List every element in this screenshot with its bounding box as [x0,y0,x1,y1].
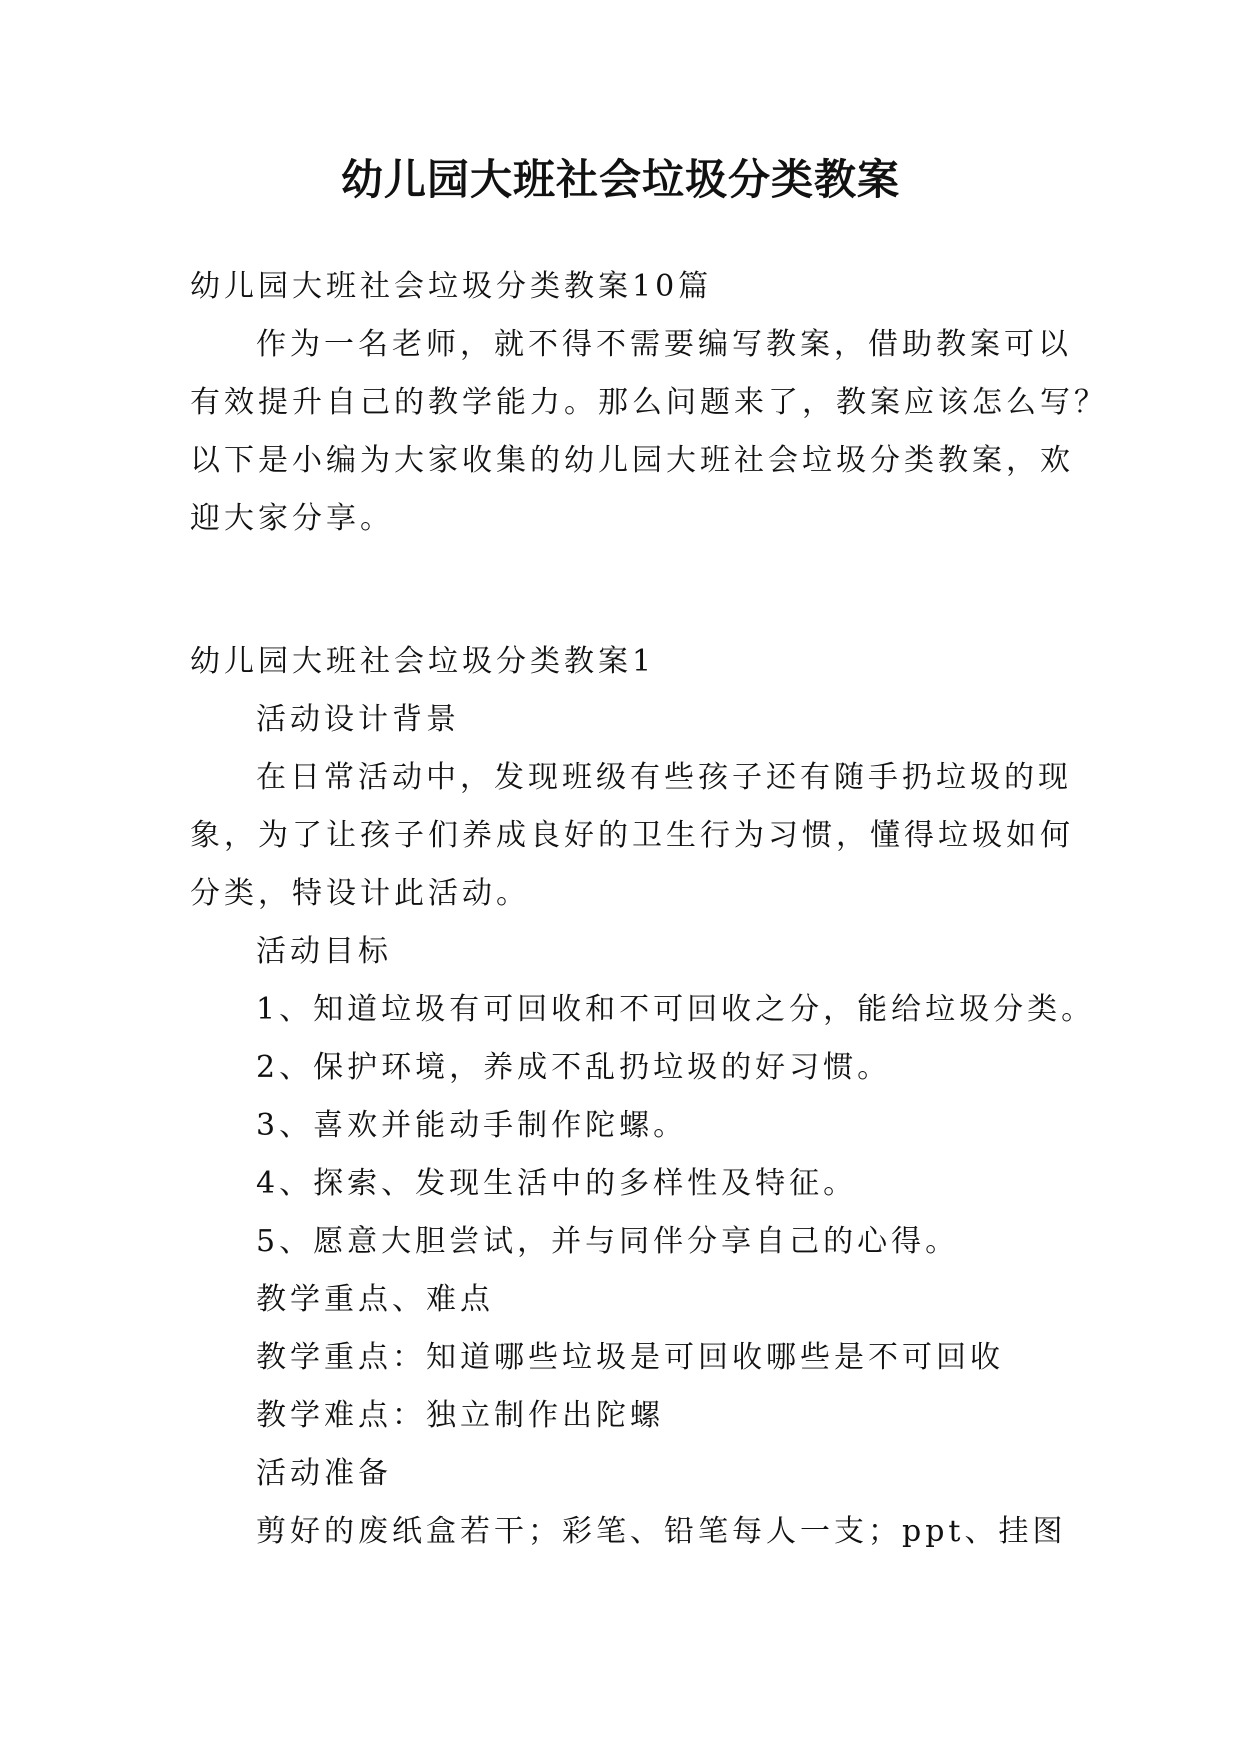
goal-item: 4、探索、发现生活中的多样性及特征。 [256,1166,858,1201]
focus-heading: 教学重点、难点 [256,1282,494,1317]
background-heading: 活动设计背景 [256,702,460,737]
intro-paragraph-line: 迎大家分享。 [190,501,394,536]
prep-text: 剪好的废纸盒若干；彩笔、铅笔每人一支；ppt、挂图 [256,1514,1067,1549]
goal-item: 1、知道垃圾有可回收和不可回收之分，能给垃圾分类。 [256,992,1096,1027]
intro-subtitle: 幼儿园大班社会垃圾分类教案10篇 [190,269,713,304]
background-paragraph-line: 在日常活动中，发现班级有些孩子还有随手扔垃圾的现 [256,760,1072,795]
prep-heading: 活动准备 [256,1456,392,1491]
goal-item: 3、喜欢并能动手制作陀螺。 [256,1108,688,1143]
background-paragraph-line: 分类，特设计此活动。 [190,876,530,911]
focus-difficult-point: 教学难点：独立制作出陀螺 [256,1398,664,1433]
intro-paragraph-line: 作为一名老师，就不得不需要编写教案，借助教案可以 [256,327,1072,362]
goal-item: 2、保护环境，养成不乱扔垃圾的好习惯。 [256,1050,892,1085]
section-1-block [190,633,1096,1561]
intro-block [190,258,1108,548]
section-1-heading: 幼儿园大班社会垃圾分类教案1 [190,644,656,679]
intro-paragraph-line: 有效提升自己的教学能力。那么问题来了，教案应该怎么写？ [190,385,1108,420]
focus-key-point: 教学重点：知道哪些垃圾是可回收哪些是不可回收 [256,1340,1004,1375]
goals-heading: 活动目标 [256,934,392,969]
background-paragraph-line: 象，为了让孩子们养成良好的卫生行为习惯，懂得垃圾如何 [190,818,1074,853]
document-title: 幼儿园大班社会垃圾分类教案 [340,155,900,204]
goal-item: 5、愿意大胆尝试，并与同伴分享自己的心得。 [256,1224,960,1259]
intro-paragraph-line: 以下是小编为大家收集的幼儿园大班社会垃圾分类教案，欢 [190,443,1074,478]
